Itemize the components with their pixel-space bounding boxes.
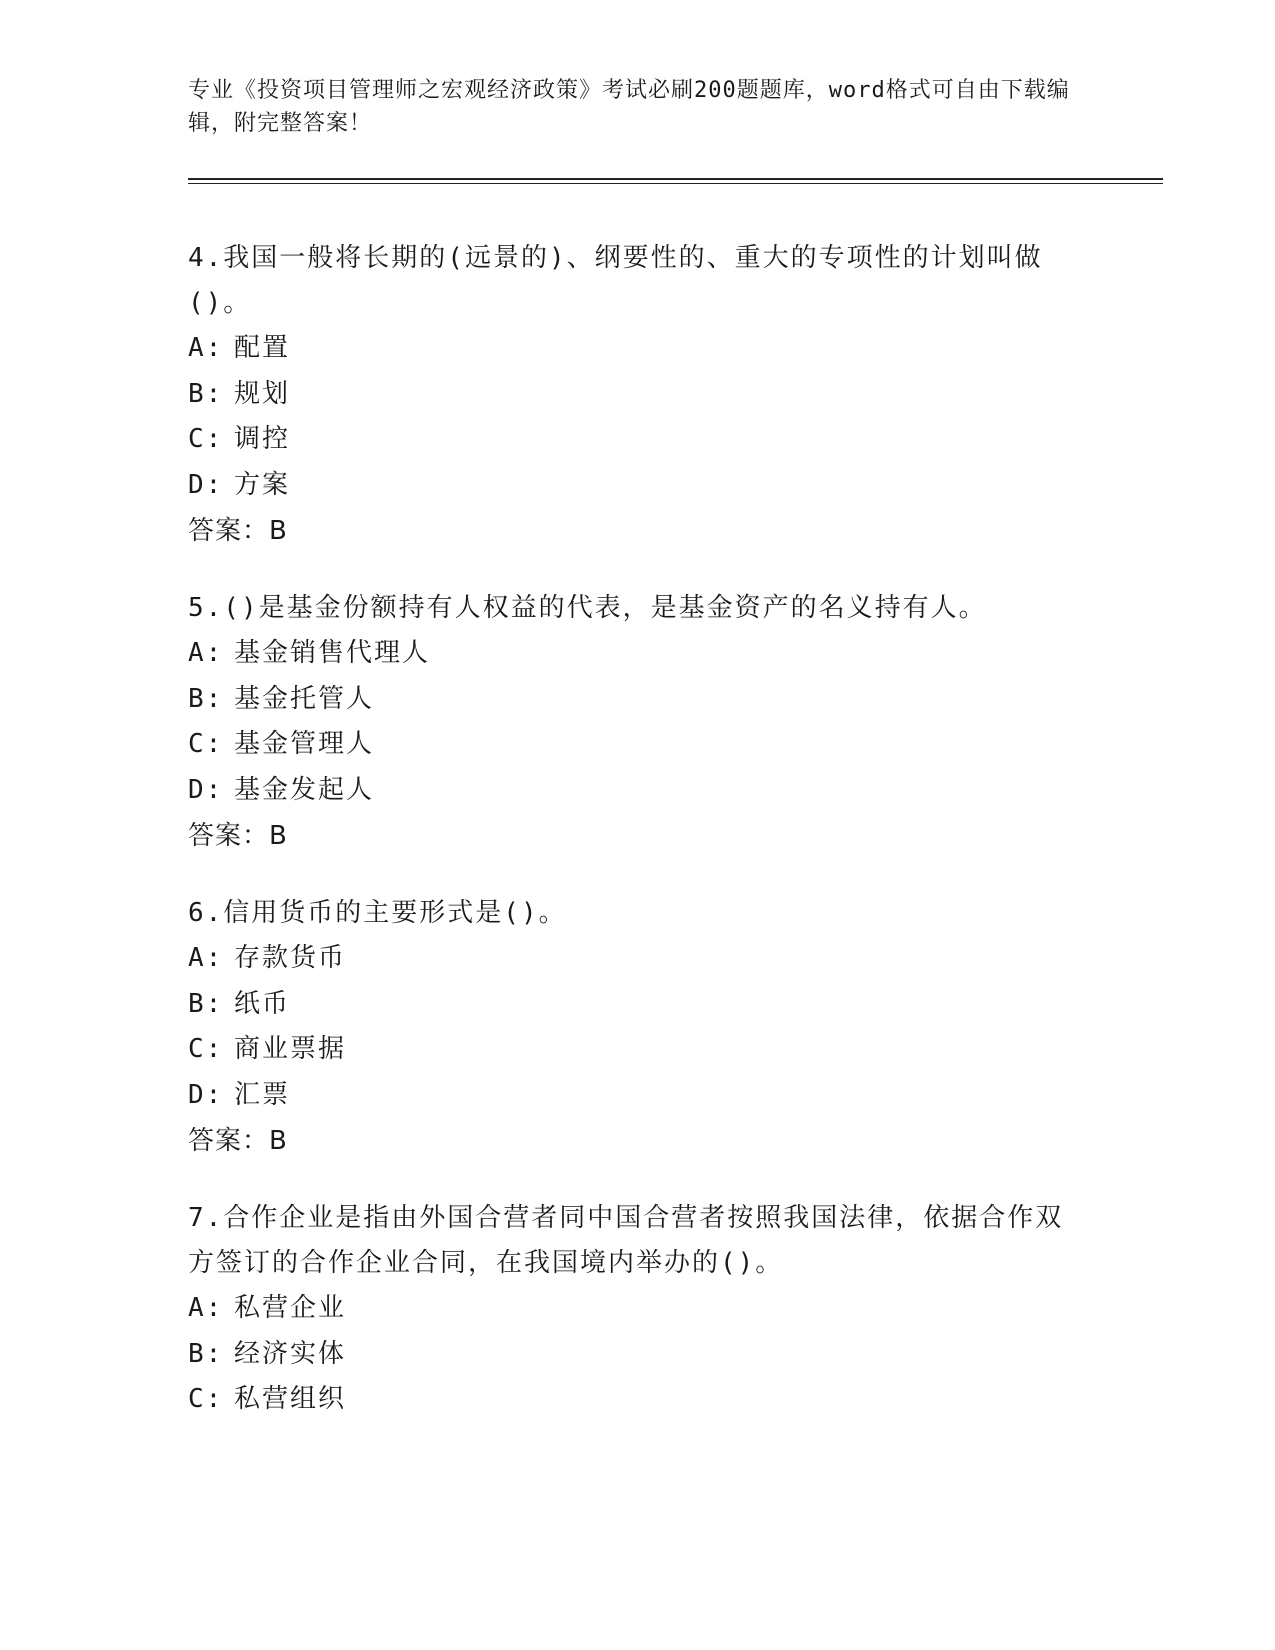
answer: 答案：B — [188, 821, 288, 851]
question-text: 4.我国一般将长期的(远景的)、纲要性的、重大的专项性的计划叫做()。 — [188, 243, 1043, 318]
option-b — [188, 677, 1068, 723]
option-key: A: — [188, 1293, 224, 1323]
question-list — [188, 236, 1068, 1455]
option-b — [188, 372, 1068, 418]
option-key: C: — [188, 1384, 224, 1414]
option-key: B: — [188, 988, 224, 1019]
option-key: B: — [188, 378, 224, 409]
question-7 — [188, 1196, 1068, 1423]
option-a — [188, 1286, 1068, 1332]
option-key: C: — [188, 729, 224, 759]
option-key: D: — [188, 774, 224, 805]
answer: 答案：B — [188, 516, 288, 546]
option-key: A: — [188, 638, 224, 668]
option-b — [188, 982, 1068, 1028]
question-text: 6.信用货币的主要形式是()。 — [188, 898, 567, 928]
option-text: 规划 — [234, 378, 291, 409]
option-text: 存款货币 — [234, 943, 347, 973]
option-c — [188, 1027, 1068, 1073]
question-text: 7.合作企业是指由外国合营者同中国合营者按照我国法律，依据合作双方签订的合作企业合同，在我国境内举办的()。 — [188, 1203, 1064, 1278]
question-6 — [188, 891, 1068, 1164]
question-text: 5.()是基金份额持有人权益的代表，是基金资产的名义持有人。 — [188, 593, 987, 623]
option-text: 经济实体 — [234, 1338, 347, 1369]
option-c — [188, 1377, 1068, 1423]
option-c — [188, 722, 1068, 768]
option-a — [188, 936, 1068, 982]
question-4 — [188, 236, 1068, 554]
option-d — [188, 463, 1068, 509]
option-text: 方案 — [234, 469, 291, 500]
option-key: D: — [188, 469, 224, 500]
header-rule-thin — [188, 183, 1163, 184]
option-text: 基金发起人 — [234, 774, 375, 805]
option-a — [188, 326, 1068, 372]
answer: 答案：B — [188, 1126, 288, 1156]
option-text: 基金托管人 — [234, 683, 375, 714]
option-key: C: — [188, 1034, 224, 1064]
option-text: 配置 — [234, 333, 291, 363]
option-d — [188, 768, 1068, 814]
question-5 — [188, 586, 1068, 859]
option-key: A: — [188, 333, 224, 363]
option-text: 私营组织 — [234, 1384, 347, 1414]
option-text: 基金管理人 — [234, 729, 375, 759]
option-key: A: — [188, 943, 224, 973]
option-text: 调控 — [234, 424, 291, 454]
option-b — [188, 1332, 1068, 1378]
option-key: B: — [188, 1338, 224, 1369]
option-a — [188, 631, 1068, 677]
document-header: 专业《投资项目管理师之宏观经济政策》考试必刷200题题库，word格式可自由下载编辑，附完整答案！ — [188, 78, 1070, 136]
option-text: 基金销售代理人 — [234, 638, 431, 668]
option-text: 商业票据 — [234, 1034, 347, 1064]
option-key: B: — [188, 683, 224, 714]
option-text: 私营企业 — [234, 1293, 347, 1323]
header-rule-thick — [188, 178, 1163, 180]
option-d — [188, 1073, 1068, 1119]
option-key: D: — [188, 1079, 224, 1110]
option-key: C: — [188, 424, 224, 454]
option-text: 汇票 — [234, 1079, 291, 1110]
option-c — [188, 417, 1068, 463]
option-text: 纸币 — [234, 988, 291, 1019]
